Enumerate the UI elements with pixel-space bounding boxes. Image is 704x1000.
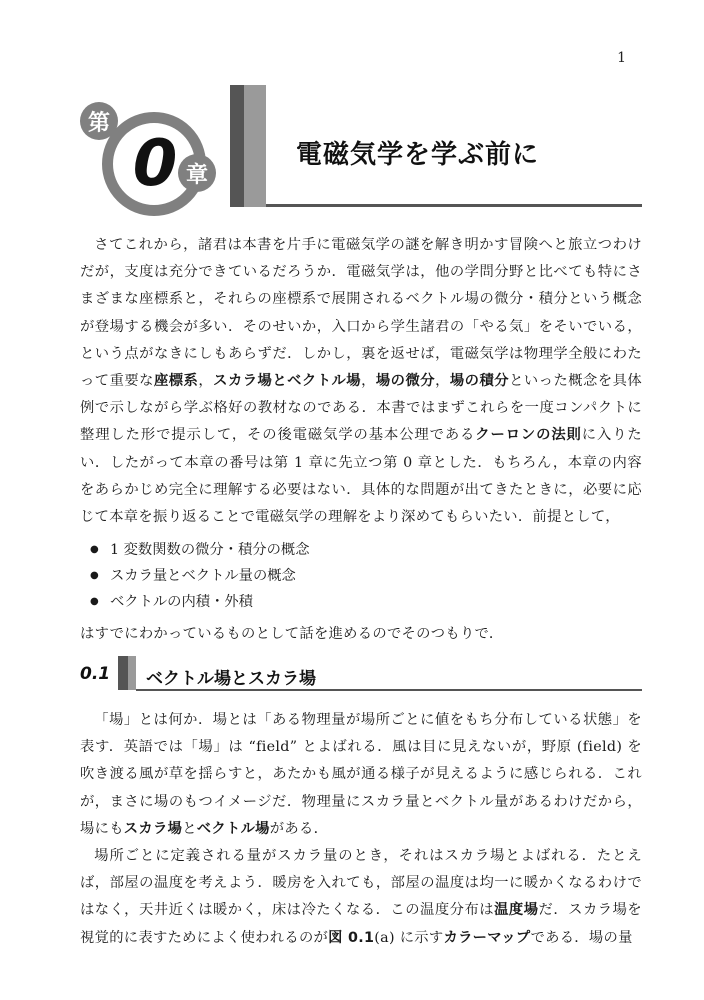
section-number: 0.1 [80,664,111,684]
prerequisite-list [80,537,642,615]
section-bar-light [128,656,136,690]
section-paragraph-2: 場所ごとに定義される量がスカラ量のとき，それはスカラ場とよばれる．たとえば，部屋の温度を考えよう．暖房を入れても，部屋の温度は均一に暖かくなるわけではなく，天井近くは暖かく，床は冷たくなる．この温度分布は温度場だ．スカラ場を視覚的に表すためによく使われるのが図 0.1(a) に示すカラーマップである．場の量 [80,848,643,946]
list-item: ● ベクトルの内積・外積 [80,589,642,615]
title-underline [266,204,642,207]
term-vector-field: ベクトル場 [196,820,270,837]
list-item: ● スカラ量とベクトル量の概念 [80,563,642,589]
chapter-label-bottom: 章 [178,154,216,192]
section-body [80,707,642,952]
intro-section [80,232,642,648]
section-header [80,656,642,692]
section-bar-dark [118,656,128,690]
title-bar-light [244,85,266,207]
chapter-label-top: 第 [80,102,118,140]
list-item: ● 1 変数関数の微分・積分の概念 [80,537,642,563]
term-coulomb-law: クーロンの法則 [475,427,582,444]
section-title: ベクトル場とスカラ場 [146,669,316,689]
term-field-integral: 場の積分 [449,373,510,390]
figure-reference: 図 0.1 [328,929,375,946]
intro-paragraph: さてこれから，諸君は本書を片手に電磁気学の謎を解き明かす冒険へと旅立つわけだが，支度は充分できているだろうか．電磁気学は，他の学問分野と比べても特にさまざまな座標系と，それらの座標系で展開されるベクトル場の微分・積分という概念が登場する機会が多い．そのせいか，入口から学生諸君の「やる気」をそいでいる，という点がなきにしもあらずだ．しかし，裏を返せば，電磁気学は物理学全般にわたって重要な座標系，スカラ場とベクトル場，場の微分，場の積分といった概念を具体例で示しながら学ぶ格好の教材なのである．本書ではまずこれらを一度コンパクトに整理した形で提示して，その後電磁気学の基本公理であるクーロンの法則に入りたい．したがって本章の番号は第 1 章に先立つ第 0 章とした．もちろん，本章の内容をあらかじめ完全に理解する必要はない．具体的な問題が出てきたときに，必要に応じて本章を振り返ることで電磁気学の理解をより深めてもらいたい．前提として， [80,237,643,526]
term-field-derivative: 場の微分 [375,373,436,390]
term-coordinate-system: 座標系 [153,373,199,390]
page-number: 1 [617,50,626,66]
after-list-paragraph: はすでにわかっているものとして話を進めるのでそのつもりで． [80,626,504,643]
chapter-badge [76,98,226,201]
term-temperature-field: 温度場 [494,902,539,919]
section-underline [136,689,642,691]
term-scalar-vector-field: スカラ場とベクトル場 [213,373,362,390]
term-color-map: カラーマップ [443,929,531,946]
chapter-title: 電磁気学を学ぶ前に [296,140,540,170]
term-scalar-field: スカラ場 [123,820,183,837]
section-paragraph-1: 「場」とは何か．場とは「ある物理量が場所ごとに値をもち分布している状態」を表す．英語では「場」は “field” とよばれる．風は目に見えないが，野原 (field) を吹き渡る風が草を揺らすと，あたかも風が通る様子が見えるように感じられる．これが，まさに場のもつイメージだ．物理量にスカラ量とベクトル量があるわけだから，場にもスカラ場とベクトル場がある． [80,712,642,837]
chapter-number: 0 [132,127,176,201]
title-bar-dark [230,85,244,207]
